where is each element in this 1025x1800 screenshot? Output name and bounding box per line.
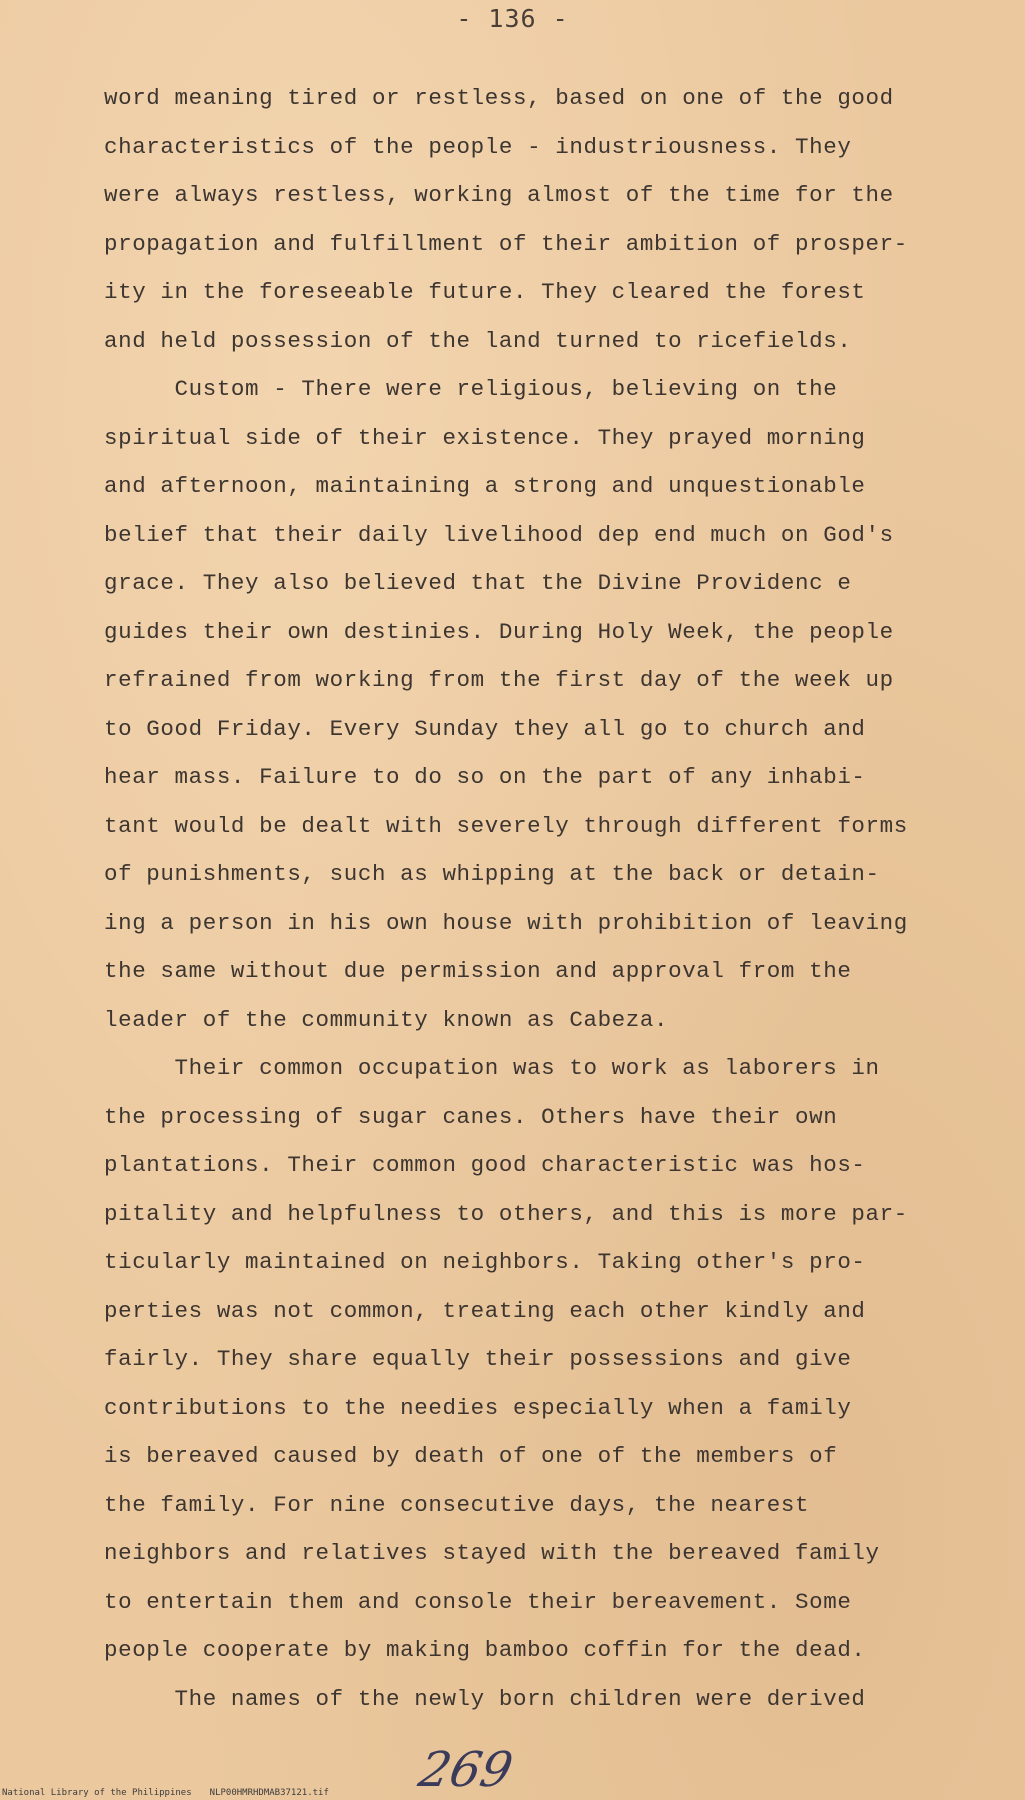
text-line: characteristics of the people - industriousness. They [104, 133, 852, 160]
text-line: guides their own destinies. During Holy Week, the people [104, 618, 894, 645]
text-line: to Good Friday. Every Sunday they all go to church and [104, 715, 866, 742]
text-line: Custom - There were religious, believing on the [104, 376, 838, 402]
text-line: grace. They also believed that the Divine Providenc e [104, 570, 852, 596]
text-line: fairly. They share equally their possessions and give [104, 1346, 852, 1372]
text-line: to entertain them and console their bereavement. Some [104, 1588, 852, 1615]
text-line: propagation and fulfillment of their ambition of prosper- [104, 230, 908, 257]
text-line: leader of the community known as Cabeza. [104, 1006, 669, 1033]
text-line: the same without due permission and approval from the [104, 958, 852, 984]
text-line: refrained from working from the first day of the week up [104, 667, 894, 693]
text-line: belief that their daily livelihood dep end much on God's [104, 521, 894, 548]
text-line: word meaning tired or restless, based on one of the good [104, 85, 894, 111]
text-line: were always restless, working almost of the time for the [104, 182, 894, 208]
text-line: is bereaved caused by death of one of the members of [104, 1443, 838, 1469]
text-line: and afternoon, maintaining a strong and unquestionable [104, 473, 866, 499]
text-line: people cooperate by making bamboo coffin for the dead. [104, 1637, 866, 1663]
text-line: ity in the foreseeable future. They cleared the forest [104, 279, 866, 305]
text-line: of punishments, such as whipping at the back or detain- [104, 861, 880, 887]
page-number: - 136 - [456, 4, 569, 33]
text-line: and held possession of the land turned to ricefields. [104, 327, 852, 354]
text-line: tant would be dealt with severely through different forms [104, 812, 908, 839]
text-line: ing a person in his own house with prohibition of leaving [104, 909, 908, 936]
text-line: Their common occupation was to work as laborers in [104, 1055, 880, 1081]
body-text [104, 74, 964, 1723]
file-name: NLP00HMRHDMAB37121.tif [209, 1788, 329, 1798]
text-line: neighbors and relatives stayed with the bereaved family [104, 1540, 880, 1566]
text-line: the family. For nine consecutive days, the nearest [104, 1491, 810, 1518]
text-line: pitality and helpfulness to others, and this is more par- [104, 1200, 908, 1227]
text-line: plantations. Their common good characteristic was hos- [104, 1152, 866, 1178]
library-name: National Library of the Philippines [2, 1788, 192, 1798]
text-line: The names of the newly born children were derived [104, 1685, 866, 1712]
text-line: hear mass. Failure to do so on the part of any inhabi- [104, 764, 866, 790]
text-line: ticularly maintained on neighbors. Taking other's pro- [104, 1249, 866, 1275]
text-line: contributions to the needies especially when a family [104, 1394, 852, 1421]
text-line: the processing of sugar canes. Others have their own [104, 1103, 838, 1130]
text-line: spiritual side of their existence. They prayed morning [104, 424, 866, 451]
text-line: perties was not common, treating each other kindly and [104, 1297, 866, 1324]
handwritten-page-number: 269 [414, 1742, 518, 1798]
archive-footer [2, 1788, 1025, 1798]
